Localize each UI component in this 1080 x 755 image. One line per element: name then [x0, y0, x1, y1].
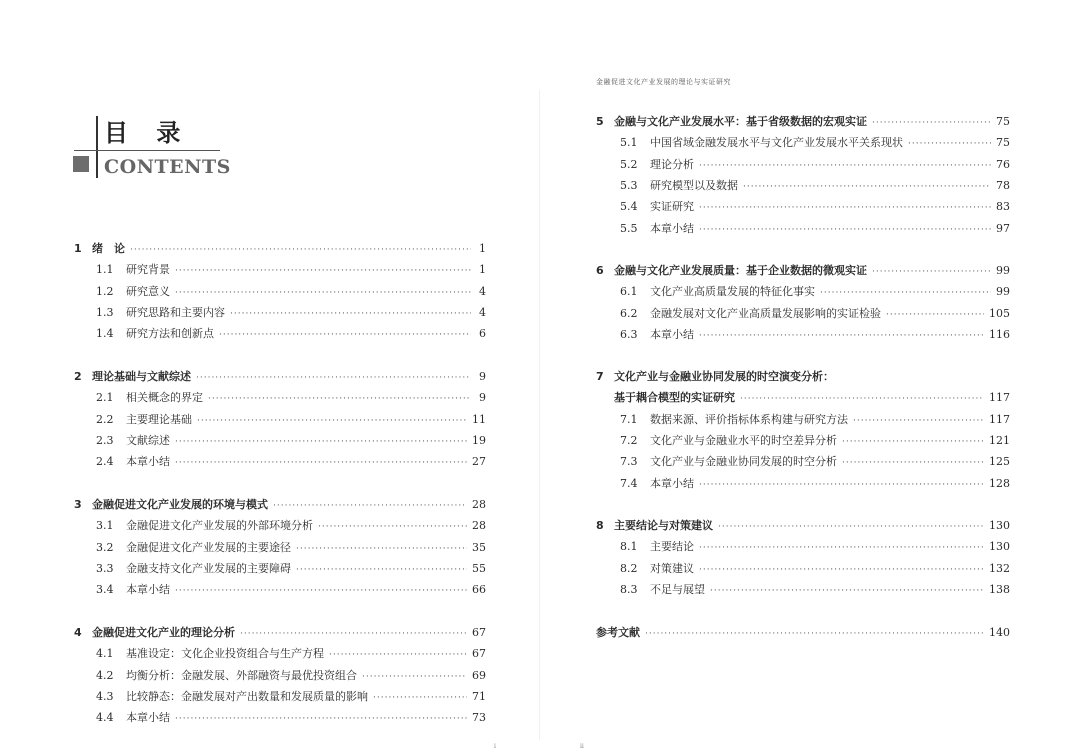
toc-entry-number: 8.3 — [620, 582, 638, 596]
toc-chapter-7-continued[interactable] — [614, 389, 1010, 407]
toc-entry-title: 本章小结 — [650, 327, 694, 341]
dot-leader — [699, 225, 991, 235]
toc-entry-title: 研究模型以及数据 — [650, 178, 738, 192]
toc-page-number: 132 — [989, 561, 1010, 575]
dot-leader — [699, 480, 984, 490]
toc-page-number: 130 — [989, 519, 1010, 532]
dot-leader — [273, 501, 467, 511]
toc-section-2-2[interactable] — [96, 411, 486, 429]
dot-leader — [175, 266, 471, 276]
toc-entry-title: 文化产业高质量发展的特征化事实 — [650, 285, 815, 299]
toc-entry-number: 7.2 — [620, 433, 638, 447]
toc-section-7-1[interactable] — [620, 411, 1010, 429]
toc-entry-number: 4.1 — [96, 647, 114, 661]
toc-section-5-2[interactable] — [620, 156, 1010, 174]
dot-leader — [872, 267, 991, 277]
toc-page-number: 128 — [989, 476, 1010, 490]
toc-entry-number: 2.3 — [96, 433, 114, 447]
dot-leader — [853, 416, 984, 426]
toc-section-3-3[interactable] — [96, 560, 486, 578]
toc-entry-number: 3 — [74, 498, 82, 511]
dot-leader — [699, 203, 991, 213]
dot-leader — [699, 161, 991, 171]
toc-page-number: 35 — [472, 540, 486, 554]
toc-entry-title: 本章小结 — [126, 455, 170, 469]
toc-section-1-1[interactable] — [96, 261, 486, 279]
toc-entry-number: 4.2 — [96, 668, 114, 682]
dot-leader — [296, 544, 467, 554]
toc-page-number: 28 — [472, 519, 486, 533]
toc-entry-number: 6 — [596, 264, 604, 277]
toc-section-2-4[interactable] — [96, 453, 486, 471]
toc-section-4-1[interactable] — [96, 645, 486, 663]
toc-entry-number: 7.1 — [620, 412, 638, 426]
toc-page-number: 4 — [479, 284, 486, 298]
toc-page-number: 99 — [996, 285, 1010, 299]
title-vertical-rule — [96, 116, 98, 178]
toc-section-6-2[interactable] — [620, 305, 1010, 323]
toc-page-number: 19 — [472, 433, 486, 447]
toc-entry-number: 2.1 — [96, 391, 114, 405]
toc-entry-number: 5.2 — [620, 157, 638, 171]
toc-section-4-3[interactable] — [96, 688, 486, 706]
dot-leader — [740, 394, 984, 404]
toc-section-1-2[interactable] — [96, 283, 486, 301]
toc-entry-title: 数据来源、评价指标体系构建与研究方法 — [650, 412, 848, 426]
dot-leader — [710, 586, 984, 596]
toc-entry-title: 文献综述 — [126, 433, 170, 447]
toc-entry-number: 1.2 — [96, 284, 114, 298]
toc-section-3-1[interactable] — [96, 517, 486, 535]
toc-entry-title: 研究背景 — [126, 263, 170, 277]
toc-entry-number: 5.1 — [620, 136, 638, 150]
toc-section-8-1[interactable] — [620, 538, 1010, 556]
toc-entry-title: 参考文献 — [596, 626, 640, 639]
toc-section-7-4[interactable] — [620, 475, 1010, 493]
toc-section-4-2[interactable] — [96, 667, 486, 685]
toc-entry-title: 金融发展对文化产业高质量发展影响的实证检验 — [650, 306, 881, 320]
toc-references[interactable] — [596, 624, 1010, 642]
toc-entry-title: 中国省域金融发展水平与文化产业发展水平关系现状 — [650, 136, 903, 150]
dot-leader — [175, 437, 467, 447]
toc-page-number: 78 — [996, 178, 1010, 192]
toc-entry-title: 实证研究 — [650, 200, 694, 214]
toc-page-number: 75 — [996, 136, 1010, 150]
dot-leader — [175, 586, 467, 596]
dot-leader — [718, 522, 984, 532]
toc-page-number: 138 — [989, 582, 1010, 596]
toc-section-8-3[interactable] — [620, 581, 1010, 599]
folio-left: i — [494, 743, 496, 750]
dot-leader — [175, 458, 467, 468]
toc-page-number: 71 — [472, 689, 486, 703]
dot-leader — [296, 565, 467, 575]
toc-page-number: 69 — [472, 668, 486, 682]
toc-page-number: 75 — [996, 115, 1010, 128]
toc-entry-number: 2 — [74, 370, 82, 383]
toc-page-number: 99 — [996, 264, 1010, 277]
toc-page-number: 55 — [472, 561, 486, 575]
toc-entry-title: 理论分析 — [650, 157, 694, 171]
toc-entry-title: 文化产业与金融业协同发展的时空演变分析： — [614, 370, 834, 383]
toc-chapter-2[interactable] — [74, 368, 486, 386]
toc-entry-title: 比较静态：金融发展对产出数量和发展质量的影响 — [126, 689, 368, 703]
title-square-mark — [73, 156, 89, 172]
toc-entry-number: 3.2 — [96, 540, 114, 554]
dot-leader — [699, 565, 984, 575]
toc-page-number: 9 — [479, 391, 486, 405]
toc-entry-title: 基准设定：文化企业投资组合与生产方程 — [126, 647, 324, 661]
toc-page-number: 11 — [472, 412, 486, 426]
toc-page-number: 27 — [472, 455, 486, 469]
title-horizontal-rule — [74, 150, 220, 151]
toc-chapter-8[interactable] — [596, 517, 1010, 535]
toc-entry-title: 基于耦合模型的实证研究 — [614, 391, 735, 405]
toc-entry-number: 5 — [596, 115, 604, 128]
dot-leader — [886, 310, 984, 320]
toc-entry-title: 本章小结 — [126, 583, 170, 597]
toc-section-1-4[interactable] — [96, 325, 486, 343]
toc-entry-title: 文化产业与金融业水平的时空差异分析 — [650, 433, 837, 447]
toc-entry-title: 不足与展望 — [650, 582, 705, 596]
toc-page-number: 116 — [989, 327, 1010, 341]
toc-page-number: 105 — [989, 306, 1010, 320]
toc-section-3-4[interactable] — [96, 581, 486, 599]
toc-chapter-3[interactable] — [74, 496, 486, 514]
toc-entry-number: 3.1 — [96, 519, 114, 533]
toc-section-3-2[interactable] — [96, 539, 486, 557]
toc-page-number: 121 — [989, 433, 1010, 447]
toc-entry-number: 5.5 — [620, 221, 638, 235]
toc-section-5-5[interactable] — [620, 220, 1010, 238]
toc-entry-number: 1.1 — [96, 263, 114, 277]
toc-section-8-2[interactable] — [620, 560, 1010, 578]
toc-page-number: 6 — [479, 327, 486, 341]
dot-leader — [197, 416, 467, 426]
toc-section-4-4[interactable] — [96, 709, 486, 727]
dot-leader — [175, 288, 471, 298]
toc-entry-number: 4 — [74, 626, 82, 639]
toc-entry-number: 4.3 — [96, 689, 114, 703]
dot-leader — [699, 331, 984, 341]
toc-entry-number: 2.4 — [96, 455, 114, 469]
toc-entry-title: 研究意义 — [126, 284, 170, 298]
dot-leader — [175, 714, 467, 724]
toc-section-6-3[interactable] — [620, 326, 1010, 344]
toc-chapter-7[interactable] — [596, 368, 1010, 386]
toc-title-english: CONTENTS — [104, 156, 231, 178]
toc-entry-title: 对策建议 — [650, 561, 694, 575]
toc-page-number: 67 — [472, 626, 486, 639]
toc-entry-number: 8 — [596, 519, 604, 532]
dot-leader — [240, 629, 467, 639]
toc-entry-title: 金融促进文化产业发展的外部环境分析 — [126, 519, 313, 533]
toc-entry-title: 理论基础与文献综述 — [92, 370, 191, 383]
dot-leader — [130, 245, 471, 255]
dot-leader — [820, 288, 991, 298]
toc-entry-number: 4.4 — [96, 711, 114, 725]
dot-leader — [196, 373, 471, 383]
dot-leader — [230, 309, 471, 319]
toc-entry-title: 金融与文化产业发展水平：基于省级数据的宏观实证 — [614, 115, 867, 128]
toc-page-number: 117 — [989, 412, 1010, 426]
page-gutter — [539, 90, 540, 740]
toc-page-number: 125 — [989, 455, 1010, 469]
toc-title-chinese: 目 录 — [104, 119, 191, 147]
dot-leader — [872, 118, 991, 128]
toc-page-number: 140 — [989, 626, 1010, 639]
dot-leader — [908, 139, 991, 149]
toc-page-number: 9 — [479, 370, 486, 383]
toc-entry-number: 7.4 — [620, 476, 638, 490]
dot-leader — [842, 458, 984, 468]
toc-page-number: 117 — [989, 391, 1010, 405]
toc-entry-number: 2.2 — [96, 412, 114, 426]
toc-entry-number: 6.3 — [620, 327, 638, 341]
toc-entry-number: 8.2 — [620, 561, 638, 575]
dot-leader — [318, 522, 467, 532]
toc-section-5-4[interactable] — [620, 198, 1010, 216]
toc-entry-number: 8.1 — [620, 540, 638, 554]
toc-page-number: 4 — [479, 305, 486, 319]
dot-leader — [842, 437, 984, 447]
toc-entry-number: 6.2 — [620, 306, 638, 320]
toc-section-5-1[interactable] — [620, 134, 1010, 152]
toc-entry-title: 金融促进文化产业发展的环境与模式 — [92, 498, 268, 511]
toc-entry-number: 1.3 — [96, 305, 114, 319]
dot-leader — [743, 182, 991, 192]
toc-entry-number: 5.3 — [620, 178, 638, 192]
toc-page-number: 83 — [996, 200, 1010, 214]
toc-page-number: 130 — [989, 540, 1010, 554]
toc-chapter-5[interactable] — [596, 113, 1010, 131]
dot-leader — [219, 330, 471, 340]
toc-section-5-3[interactable] — [620, 177, 1010, 195]
dot-leader — [208, 394, 471, 404]
toc-entry-number: 1.4 — [96, 327, 114, 341]
toc-chapter-4[interactable] — [74, 624, 486, 642]
toc-entry-number: 7 — [596, 370, 604, 383]
toc-page-number: 1 — [479, 242, 486, 255]
toc-entry-title: 主要理论基础 — [126, 412, 192, 426]
toc-page-number: 67 — [472, 647, 486, 661]
dot-leader — [645, 629, 984, 639]
dot-leader — [362, 672, 467, 682]
toc-entry-number: 1 — [74, 242, 82, 255]
toc-page-number: 76 — [996, 157, 1010, 171]
toc-entry-title: 金融支持文化产业发展的主要障碍 — [126, 561, 291, 575]
toc-entry-title: 相关概念的界定 — [126, 391, 203, 405]
dot-leader — [329, 650, 467, 660]
toc-section-7-2[interactable] — [620, 432, 1010, 450]
toc-entry-title: 本章小结 — [650, 476, 694, 490]
folio-right: ii — [580, 743, 584, 750]
toc-section-6-1[interactable] — [620, 283, 1010, 301]
dot-leader — [699, 543, 984, 553]
toc-entry-title: 金融与文化产业发展质量：基于企业数据的微观实证 — [614, 264, 867, 277]
toc-section-2-3[interactable] — [96, 432, 486, 450]
toc-entry-title: 主要结论与对策建议 — [614, 519, 713, 532]
toc-entry-title: 主要结论 — [650, 540, 694, 554]
toc-chapter-1[interactable] — [74, 240, 486, 258]
toc-page-number: 1 — [479, 263, 486, 277]
toc-entry-number: 3.3 — [96, 561, 114, 575]
toc-entry-title: 本章小结 — [650, 221, 694, 235]
toc-entry-title: 文化产业与金融业协同发展的时空分析 — [650, 455, 837, 469]
toc-page-number: 73 — [472, 711, 486, 725]
dot-leader — [373, 693, 467, 703]
toc-section-1-3[interactable] — [96, 304, 486, 322]
toc-entry-title: 研究思路和主要内容 — [126, 305, 225, 319]
toc-entry-title: 金融促进文化产业的理论分析 — [92, 626, 235, 639]
toc-page-number: 28 — [472, 498, 486, 511]
toc-entry-title: 绪 论 — [92, 242, 125, 255]
toc-entry-number: 3.4 — [96, 583, 114, 597]
toc-entry-number: 7.3 — [620, 455, 638, 469]
toc-section-2-1[interactable] — [96, 389, 486, 407]
toc-section-7-3[interactable] — [620, 453, 1010, 471]
toc-page-number: 66 — [472, 583, 486, 597]
toc-entry-number: 5.4 — [620, 200, 638, 214]
toc-entry-title: 均衡分析：金融发展、外部融资与最优投资组合 — [126, 668, 357, 682]
toc-entry-title: 本章小结 — [126, 711, 170, 725]
toc-chapter-6[interactable] — [596, 262, 1010, 280]
toc-entry-title: 研究方法和创新点 — [126, 327, 214, 341]
running-head: 金融促进文化产业发展的理论与实证研究 — [596, 78, 731, 86]
toc-page-number: 97 — [996, 221, 1010, 235]
toc-entry-title: 金融促进文化产业发展的主要途径 — [126, 540, 291, 554]
toc-entry-number: 6.1 — [620, 285, 638, 299]
